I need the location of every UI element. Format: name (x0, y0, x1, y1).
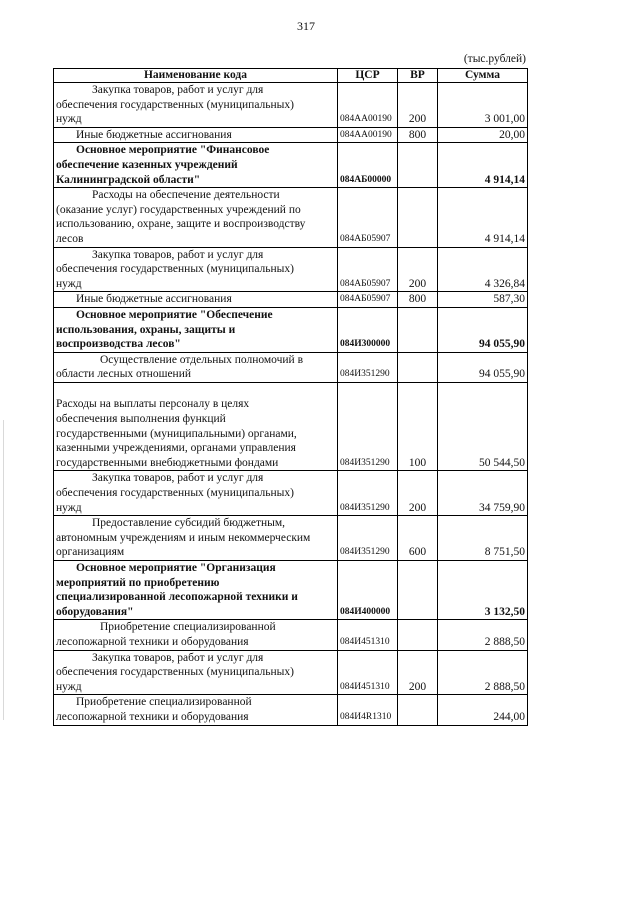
row-name (54, 471, 338, 516)
row-name-line (56, 605, 335, 620)
row-name-text: Калининградской области" (56, 173, 201, 186)
row-name-text: использованию, охране, защите и воспроизводству (56, 218, 306, 231)
row-name-line (56, 710, 335, 725)
row-name-text: (оказание услуг) государственных учреждений по (56, 203, 301, 216)
row-sum: 34 759,90 (438, 471, 528, 516)
row-csr: 084И451310 (338, 620, 398, 650)
row-csr: 084И300000 (338, 307, 398, 352)
row-name (54, 127, 338, 143)
row-name-text: Приобретение специализированной (76, 696, 252, 709)
table-body (54, 83, 528, 726)
row-name-text: автономным учреждениям и иным некоммерческим (56, 531, 311, 544)
row-name (54, 83, 338, 128)
row-sum: 3 001,00 (438, 83, 528, 128)
row-name-text: нужд (56, 680, 82, 693)
row-name-line (56, 262, 335, 277)
row-name (54, 516, 338, 561)
table-row (54, 292, 528, 308)
row-name-line (56, 292, 335, 307)
row-sum: 50 544,50 (438, 382, 528, 471)
scan-edge-line (3, 420, 4, 720)
row-name-text: нужд (56, 277, 82, 290)
row-name-text: Закупка товаров, работ и услуг для (92, 472, 264, 485)
row-name-text: Закупка товаров, работ и услуг для (92, 651, 264, 664)
row-vr (398, 561, 438, 620)
header-name: Наименование кода (54, 69, 338, 83)
header-vr: ВР (398, 69, 438, 83)
table-row (54, 83, 528, 128)
row-name-text: Основное мероприятие "Финансовое (76, 144, 270, 157)
row-name (54, 143, 338, 188)
row-name-line (56, 635, 335, 650)
row-name-line (56, 427, 335, 442)
row-name-line (56, 203, 335, 218)
row-name-line (56, 112, 335, 127)
table-row (54, 382, 528, 471)
row-name-text: специализированной лесопожарной техники и (56, 591, 298, 604)
row-sum: 94 055,90 (438, 307, 528, 352)
row-csr: 084И451310 (338, 650, 398, 695)
row-name-line (56, 576, 335, 591)
row-name-text: нужд (56, 113, 82, 126)
row-name-line (56, 486, 335, 501)
table-row (54, 695, 528, 725)
row-sum: 587,30 (438, 292, 528, 308)
row-name-line (56, 323, 335, 338)
row-vr: 800 (398, 127, 438, 143)
row-name-text: лесов (56, 232, 84, 245)
header-sum: Сумма (438, 69, 528, 83)
page-number: 317 (297, 19, 315, 33)
row-name-text: оборудования" (56, 605, 134, 618)
row-csr: 084АА00190 (338, 127, 398, 143)
row-name-text: обеспечение казенных учреждений (56, 158, 238, 171)
row-name-line (56, 620, 335, 635)
row-csr: 084АБ05907 (338, 292, 398, 308)
row-name-line (56, 397, 335, 412)
row-sum: 94 055,90 (438, 352, 528, 382)
row-name-text: Закупка товаров, работ и услуг для (92, 84, 264, 96)
row-name-line (56, 337, 335, 352)
row-name-line (56, 531, 335, 546)
row-sum: 8 751,50 (438, 516, 528, 561)
row-vr: 200 (398, 650, 438, 695)
row-name-line (56, 83, 335, 98)
row-name-text: Закупка товаров, работ и услуг для (92, 248, 264, 261)
row-name-line (56, 561, 335, 576)
row-sum: 4 914,14 (438, 143, 528, 188)
row-name-text: воспроизводства лесов" (56, 338, 181, 351)
row-name-line (56, 516, 335, 531)
row-name-line (56, 471, 335, 486)
row-name-line (56, 456, 335, 471)
row-name-text: Основное мероприятие "Организация (76, 562, 276, 574)
row-name (54, 620, 338, 650)
table-row (54, 516, 528, 561)
row-name (54, 695, 338, 725)
table-row (54, 471, 528, 516)
row-name-line (56, 232, 335, 247)
row-name-text: Расходы на выплаты персоналу в целях (56, 398, 250, 411)
row-name-line (56, 367, 335, 382)
row-name-text: государственными (муниципальными) органами, (56, 427, 297, 440)
row-csr: 084АА00190 (338, 83, 398, 128)
table-header-row (54, 69, 528, 83)
row-name (54, 561, 338, 620)
row-name-line (56, 383, 335, 398)
row-name-text: лесопожарной техники и оборудования (56, 710, 249, 723)
row-name-text: Иные бюджетные ассигнования (76, 128, 232, 141)
row-name-text: нужд (56, 501, 82, 514)
row-name-text: Расходы на обеспечение деятельности (92, 189, 280, 202)
row-vr: 200 (398, 247, 438, 292)
units-label: (тыс.рублей) (463, 53, 526, 65)
row-name-text: обеспечения государственных (муниципальных) (56, 263, 294, 276)
row-sum: 4 914,14 (438, 188, 528, 247)
row-name-line (56, 308, 335, 323)
row-name-line (56, 441, 335, 456)
row-name-line (56, 695, 335, 710)
row-name-text: обеспечения выполнения функций (56, 413, 226, 426)
table-row (54, 620, 528, 650)
table-row (54, 143, 528, 188)
row-csr: 084И351290 (338, 516, 398, 561)
row-name-line (56, 128, 335, 143)
row-vr (398, 620, 438, 650)
row-name-line (56, 651, 335, 666)
row-name-text: государственными внебюджетными фондами (56, 456, 279, 469)
row-name-text: Приобретение специализированной (100, 621, 276, 634)
row-name-line (56, 277, 335, 292)
table-row (54, 650, 528, 695)
row-name (54, 188, 338, 247)
row-name (54, 307, 338, 352)
row-name-text: организациям (56, 546, 125, 559)
row-sum: 2 888,50 (438, 650, 528, 695)
row-name-line (56, 665, 335, 680)
row-name-text: области лесных отношений (56, 368, 192, 381)
row-csr: 084АБ05907 (338, 188, 398, 247)
row-name-line (56, 173, 335, 188)
header-csr: ЦСР (338, 69, 398, 83)
row-vr (398, 307, 438, 352)
row-vr: 800 (398, 292, 438, 308)
row-vr: 200 (398, 83, 438, 128)
row-name (54, 292, 338, 308)
row-name-line (56, 353, 335, 368)
row-sum: 4 326,84 (438, 247, 528, 292)
row-vr (398, 143, 438, 188)
row-name-line (56, 217, 335, 232)
row-vr: 100 (398, 382, 438, 471)
row-name (54, 650, 338, 695)
row-name-text: обеспечения государственных (муниципальных) (56, 487, 294, 500)
row-sum: 3 132,50 (438, 561, 528, 620)
row-name-text: обеспечения государственных (муниципальных) (56, 98, 294, 111)
budget-table (53, 68, 528, 726)
row-csr: 084АБ00000 (338, 143, 398, 188)
row-name-line (56, 248, 335, 263)
table-row (54, 188, 528, 247)
budget-table-container (53, 68, 527, 726)
row-name-text: Предоставление субсидий бюджетным, (92, 517, 286, 530)
row-name (54, 247, 338, 292)
table-row (54, 127, 528, 143)
row-name-line (56, 501, 335, 516)
table-row (54, 561, 528, 620)
row-csr: 084И351290 (338, 382, 398, 471)
row-name-line (56, 545, 335, 560)
row-name-text: Иные бюджетные ассигнования (76, 293, 232, 306)
row-csr: 084И4R1310 (338, 695, 398, 725)
row-csr: 084И351290 (338, 352, 398, 382)
row-vr (398, 352, 438, 382)
row-name (54, 352, 338, 382)
row-vr (398, 188, 438, 247)
row-name-text: казенными учреждениями, органами управления (56, 442, 296, 455)
row-name-line (56, 188, 335, 203)
table-row (54, 247, 528, 292)
row-csr: 084И351290 (338, 471, 398, 516)
row-sum: 2 888,50 (438, 620, 528, 650)
row-name-line (56, 143, 335, 158)
row-sum: 244,00 (438, 695, 528, 725)
row-name-line (56, 680, 335, 695)
table-row (54, 352, 528, 382)
table-row (54, 307, 528, 352)
row-name-text: Основное мероприятие "Обеспечение (76, 308, 273, 321)
row-name-text: Осуществление отдельных полномочий в (100, 353, 304, 366)
row-sum: 20,00 (438, 127, 528, 143)
row-vr (398, 695, 438, 725)
row-vr: 600 (398, 516, 438, 561)
row-name-line (56, 158, 335, 173)
row-csr: 084И400000 (338, 561, 398, 620)
row-name (54, 382, 338, 471)
row-name-text: использования, охраны, защиты и (56, 323, 236, 336)
row-name-line (56, 98, 335, 113)
row-name-text: обеспечения государственных (муниципальных) (56, 666, 294, 679)
row-name-text: мероприятий по приобретению (56, 576, 220, 589)
row-name-text: лесопожарной техники и оборудования (56, 635, 249, 648)
row-name-line (56, 590, 335, 605)
row-vr: 200 (398, 471, 438, 516)
row-csr: 084АБ05907 (338, 247, 398, 292)
row-name-line (56, 412, 335, 427)
